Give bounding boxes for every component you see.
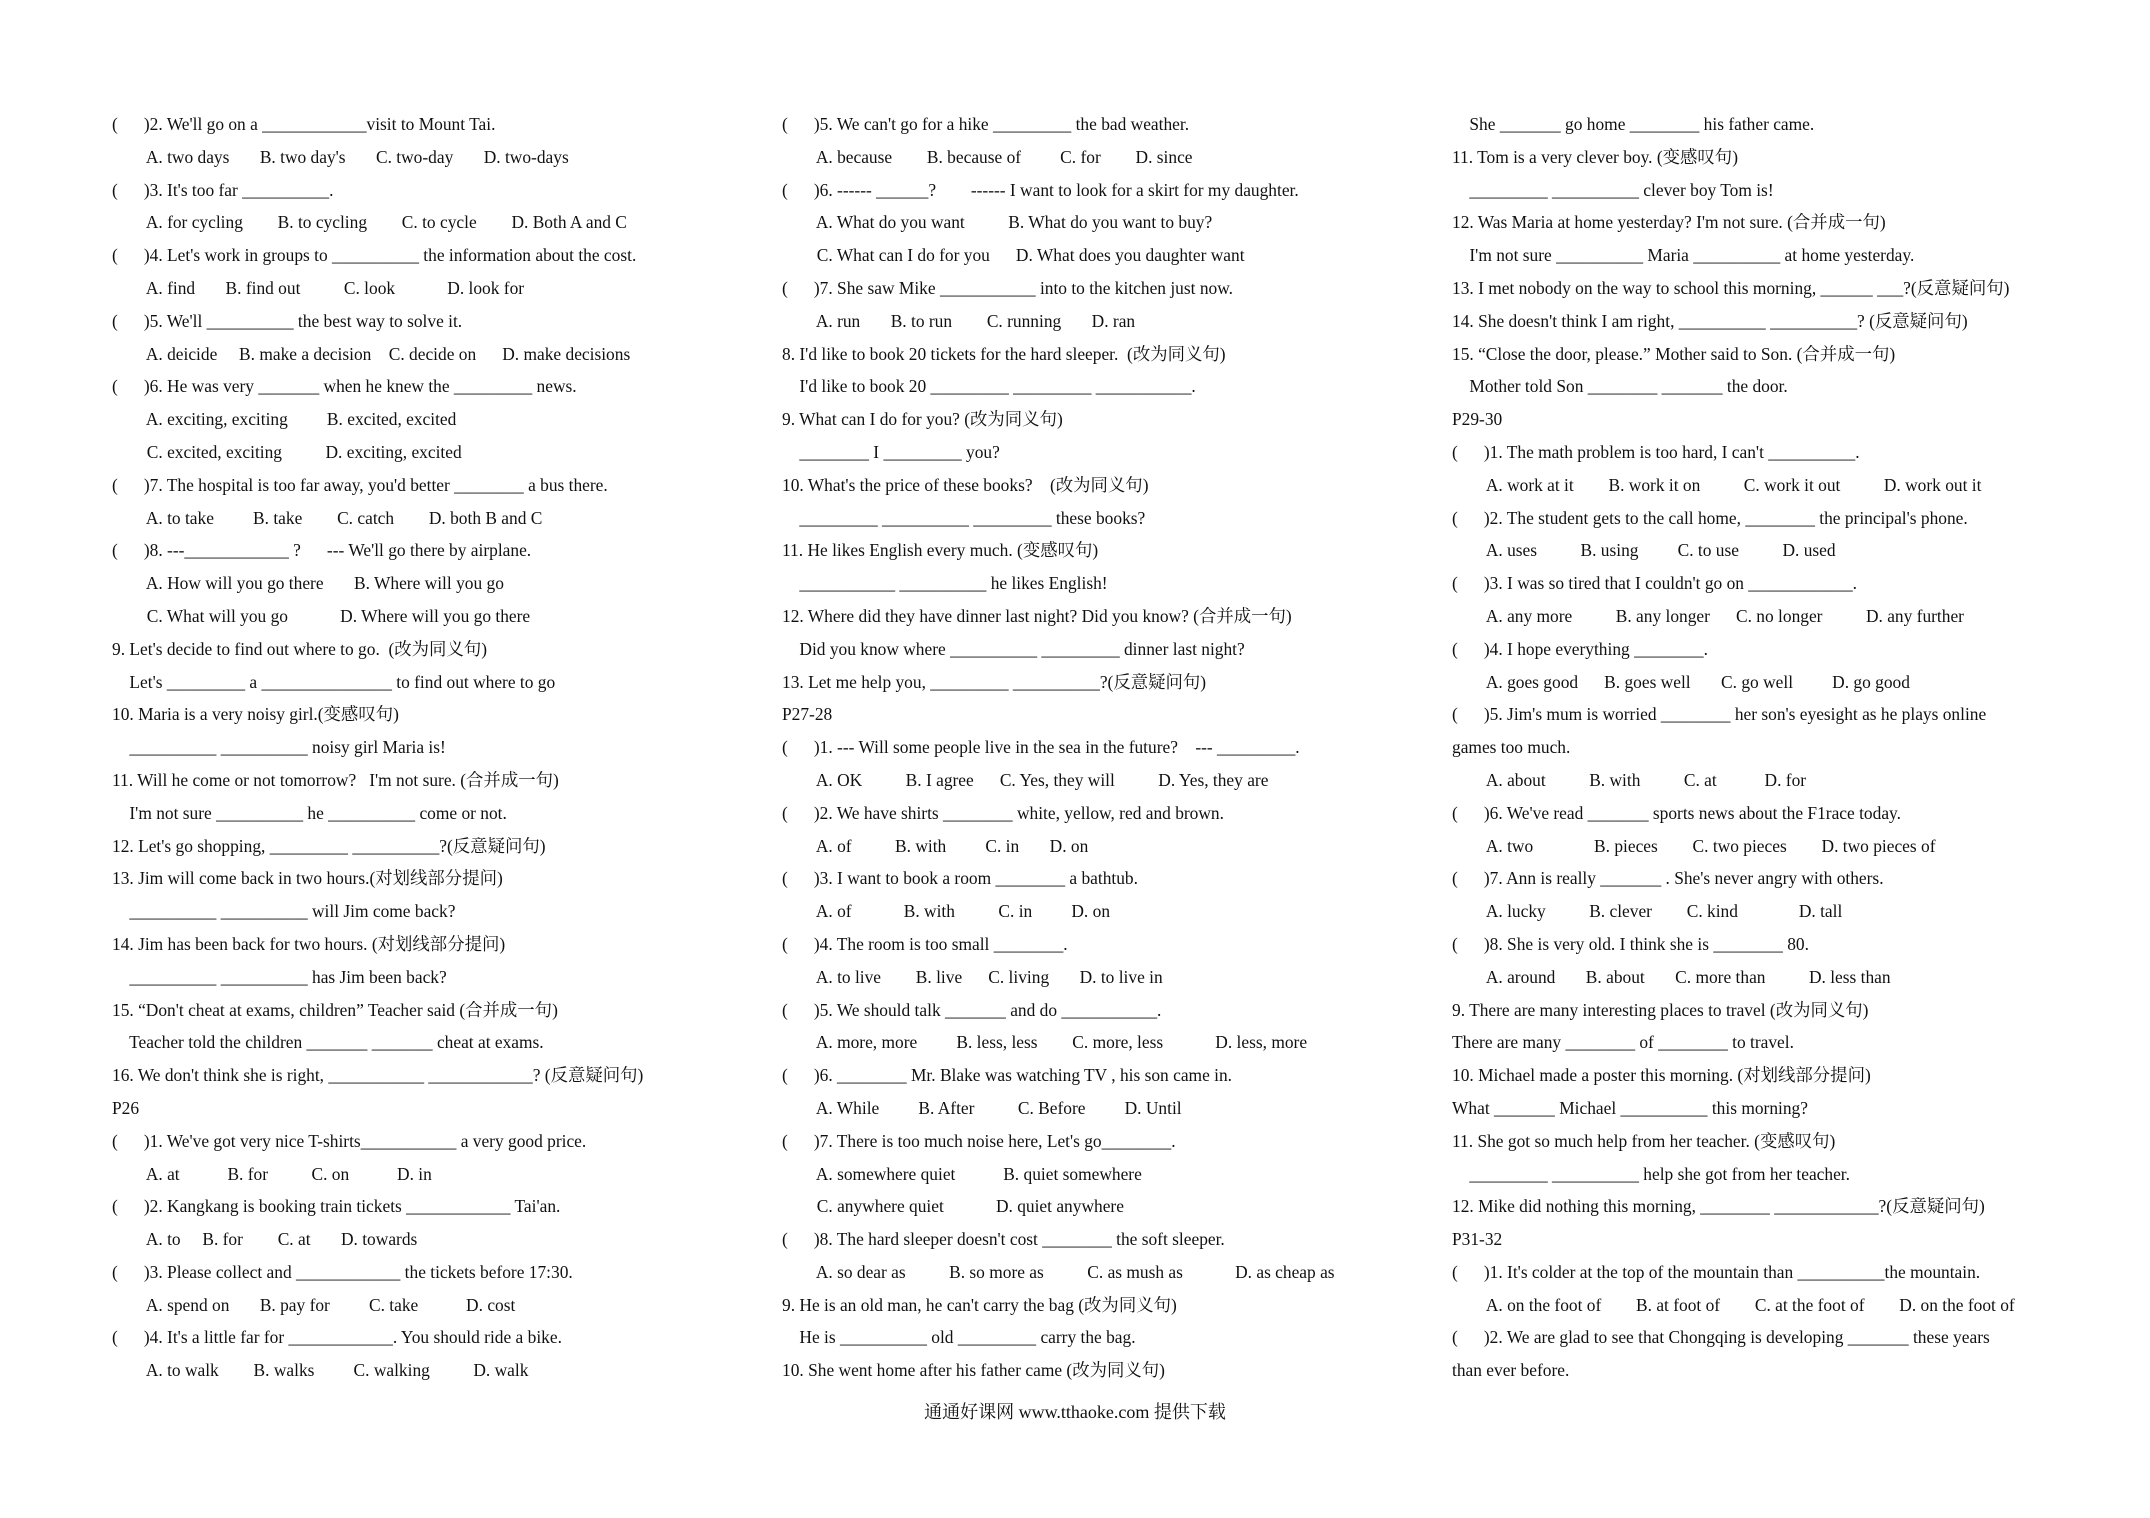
- text-line: ( )8. ---____________ ? --- We'll go there by airplane.: [112, 540, 532, 561]
- text-line: A. exciting, exciting B. excited, excited: [112, 409, 457, 430]
- text-line: Did you know where __________ _________ dinner last night?: [782, 638, 1245, 659]
- text-line: A. to B. for C. at D. towards: [112, 1229, 418, 1250]
- text-line: 10. She went home after his father came (改为同义句): [782, 1360, 1165, 1381]
- text-line: 11. Tom is a very clever boy. (变感叹句): [1452, 146, 1738, 167]
- text-line: A. because B. because of C. for D. since: [782, 146, 1193, 167]
- text-line: I'm not sure __________ Maria __________ at home yesterday.: [1452, 245, 1915, 266]
- text-line: A. of B. with C. in D. on: [782, 901, 1111, 922]
- text-line: A. to walk B. walks C. walking D. walk: [112, 1360, 529, 1381]
- text-line: _________ __________ _________ these books?: [782, 507, 1146, 528]
- text-line: than ever before.: [1452, 1360, 1570, 1381]
- text-line: 15. “Don't cheat at exams, children” Teacher said (合并成一句): [112, 999, 558, 1020]
- text-line: Teacher told the children _______ _______ cheat at exams.: [112, 1032, 544, 1053]
- text-line: 14. She doesn't think I am right, __________ __________? (反意疑问句): [1452, 310, 1968, 331]
- text-line: ( )2. We'll go on a ____________visit to Mount Tai.: [112, 114, 496, 134]
- text-line: ( )7. There is too much noise here, Let's go________.: [782, 1130, 1176, 1151]
- text-line: 11. She got so much help from her teacher. (变感叹句): [1452, 1130, 1836, 1151]
- text-line: A. uses B. using C. to use D. used: [1452, 540, 1836, 561]
- text-line: _________ __________ help she got from her teacher.: [1452, 1163, 1850, 1184]
- text-line: ( )6. ------ ______? ------ I want to look for a skirt for my daughter.: [782, 179, 1299, 200]
- text-line: A. somewhere quiet B. quiet somewhere: [782, 1163, 1142, 1184]
- text-line: 10. Maria is a very noisy girl.(变感叹句): [112, 704, 399, 725]
- text-line: Mother told Son ________ _______ the door.: [1452, 376, 1788, 397]
- text-line: 9. Let's decide to find out where to go. (改为同义句): [112, 638, 488, 659]
- text-line: ( )3. I want to book a room ________ a bathtub.: [782, 868, 1138, 889]
- text-line: 15. “Close the door, please.” Mother said to Son. (合并成一句): [1452, 343, 1896, 364]
- text-line: ( )1. It's colder at the top of the mountain than __________the mountain.: [1452, 1261, 1981, 1282]
- text-line: 8. I'd like to book 20 tickets for the hard sleeper. (改为同义句): [782, 343, 1226, 364]
- text-line: A. to live B. live C. living D. to live in: [782, 966, 1163, 987]
- text-line: A. two days B. two day's C. two-day D. two-days: [112, 146, 569, 167]
- text-line: A. at B. for C. on D. in: [112, 1163, 432, 1184]
- text-line: I'm not sure __________ he __________ come or not.: [112, 802, 507, 823]
- footer-watermark: 通通好课网 www.tthaoke.com 提供下载: [924, 1402, 1226, 1422]
- column-left: [112, 108, 732, 1387]
- text-line: A. find B. find out C. look D. look for: [112, 277, 525, 298]
- text-line: A. on the foot of B. at foot of C. at the foot of D. on the foot of: [1452, 1294, 2015, 1315]
- text-line: A. about B. with C. at D. for: [1452, 769, 1807, 790]
- text-line: P31-32: [1452, 1229, 1503, 1250]
- text-line: __________ __________ will Jim come back?: [112, 901, 456, 922]
- text-line: 9. What can I do for you? (改为同义句): [782, 409, 1063, 430]
- text-line: A. around B. about C. more than D. less than: [1452, 966, 1891, 987]
- text-line: 13. I met nobody on the way to school this morning, ______ ___?(反意疑问句): [1452, 277, 2010, 298]
- text-line: A. While B. After C. Before D. Until: [782, 1097, 1182, 1118]
- text-line: 13. Jim will come back in two hours.(对划线部分提问): [112, 868, 503, 889]
- text-line: A. spend on B. pay for C. take D. cost: [112, 1294, 516, 1315]
- text-line: ( )7. Ann is really _______ . She's never angry with others.: [1452, 868, 1884, 889]
- text-line: P26: [112, 1097, 140, 1118]
- text-line: 11. Will he come or not tomorrow? I'm not sure. (合并成一句): [112, 769, 559, 790]
- text-line: C. anywhere quiet D. quiet anywhere: [782, 1196, 1124, 1217]
- text-line: ( )2. The student gets to the call home, ________ the principal's phone.: [1452, 507, 1968, 528]
- text-line: ( )2. Kangkang is booking train tickets ____________ Tai'an.: [112, 1196, 561, 1217]
- text-line: 14. Jim has been back for two hours. (对划线部分提问): [112, 933, 506, 954]
- text-line: 11. He likes English every much. (变感叹句): [782, 540, 1099, 561]
- text-line: P29-30: [1452, 409, 1503, 430]
- text-line: P27-28: [782, 704, 833, 725]
- text-line: ( )1. We've got very nice T-shirts___________ a very good price.: [112, 1130, 587, 1151]
- text-line: ( )7. She saw Mike ___________ into to the kitchen just now.: [782, 277, 1233, 298]
- column-middle: [782, 108, 1402, 1387]
- text-line: ( )5. We'll __________ the best way to solve it.: [112, 310, 463, 331]
- text-line: 10. Michael made a poster this morning. (对划线部分提问): [1452, 1065, 1871, 1086]
- text-line: ( )6. We've read _______ sports news about the F1race today.: [1452, 802, 1901, 823]
- text-line: A. of B. with C. in D. on: [782, 835, 1089, 856]
- text-line: ( )1. The math problem is too hard, I can't __________.: [1452, 441, 1860, 462]
- text-line: ( )7. The hospital is too far away, you'd better ________ a bus there.: [112, 474, 608, 495]
- text-line: __________ __________ noisy girl Maria is!: [112, 737, 446, 758]
- text-line: A. What do you want B. What do you want to buy?: [782, 212, 1213, 233]
- text-line: ( )1. --- Will some people live in the sea in the future? --- _________.: [782, 737, 1300, 758]
- text-line: ( )4. The room is too small ________.: [782, 933, 1068, 954]
- text-line: 12. Was Maria at home yesterday? I'm not sure. (合并成一句): [1452, 212, 1886, 233]
- text-line: A. run B. to run C. running D. ran: [782, 310, 1136, 331]
- text-line: ( )6. ________ Mr. Blake was watching TV , his son came in.: [782, 1065, 1233, 1086]
- text-line: ( )3. I was so tired that I couldn't go on ____________.: [1452, 573, 1857, 594]
- text-line: A. to take B. take C. catch D. both B and C: [112, 507, 543, 528]
- text-line: ( )5. We should talk _______ and do ___________.: [782, 999, 1162, 1020]
- text-line: ( )8. She is very old. I think she is ________ 80.: [1452, 933, 1809, 954]
- text-line: ( )5. Jim's mum is worried ________ her son's eyesight as he plays online: [1452, 704, 1987, 725]
- text-line: 10. What's the price of these books? (改为同义句): [782, 474, 1149, 495]
- text-line: ( )4. I hope everything ________.: [1452, 638, 1708, 659]
- text-line: 12. Let's go shopping, _________ __________?(反意疑问句): [112, 835, 546, 856]
- text-line: ( )2. We are glad to see that Chongqing is developing _______ these years: [1452, 1327, 1990, 1348]
- text-line: A. OK B. I agree C. Yes, they will D. Yes, they are: [782, 769, 1269, 790]
- text-line: A. any more B. any longer C. no longer D. any further: [1452, 605, 1964, 626]
- text-line: ( )4. Let's work in groups to __________ the information about the cost.: [112, 245, 637, 266]
- text-line: She _______ go home ________ his father came.: [1452, 114, 1815, 134]
- text-line: A. more, more B. less, less C. more, less D. less, more: [782, 1032, 1308, 1053]
- text-line: A. for cycling B. to cycling C. to cycle D. Both A and C: [112, 212, 627, 233]
- text-line: games too much.: [1452, 737, 1571, 758]
- text-line: He is __________ old _________ carry the bag.: [782, 1327, 1136, 1348]
- text-line: __________ __________ has Jim been back?: [112, 966, 447, 987]
- text-line: ________ I _________ you?: [782, 441, 1000, 462]
- text-line: What _______ Michael __________ this morning?: [1452, 1097, 1808, 1118]
- text-line: A. so dear as B. so more as C. as mush as D. as cheap as: [782, 1261, 1335, 1282]
- text-line: I'd like to book 20 _________ _________ ___________.: [782, 376, 1196, 397]
- text-line: ( )5. We can't go for a hike _________ the bad weather.: [782, 114, 1190, 134]
- text-line: ( )3. It's too far __________.: [112, 179, 334, 200]
- text-line: C. What will you go D. Where will you go there: [112, 605, 531, 626]
- text-line: 12. Where did they have dinner last night? Did you know? (合并成一句): [782, 605, 1292, 626]
- text-line: 16. We don't think she is right, ___________ ____________? (反意疑问句): [112, 1065, 644, 1086]
- text-line: A. goes good B. goes well C. go well D. go good: [1452, 671, 1910, 692]
- text-line: ___________ __________ he likes English!: [782, 573, 1108, 594]
- text-line: ( )2. We have shirts ________ white, yellow, red and brown.: [782, 802, 1224, 823]
- text-line: There are many ________ of ________ to travel.: [1452, 1032, 1794, 1053]
- text-line: ( )4. It's a little far for ____________. You should ride a bike.: [112, 1327, 562, 1348]
- column-right: [1452, 108, 2052, 1387]
- text-line: 12. Mike did nothing this morning, ________ ____________?(反意疑问句): [1452, 1196, 1985, 1217]
- text-line: ( )6. He was very _______ when he knew the _________ news.: [112, 376, 577, 397]
- text-line: A. work at it B. work it on C. work it out D. work out it: [1452, 474, 1982, 495]
- text-line: ( )8. The hard sleeper doesn't cost ________ the soft sleeper.: [782, 1229, 1225, 1250]
- text-line: Let's _________ a _______________ to find out where to go: [112, 671, 556, 692]
- text-line: A. two B. pieces C. two pieces D. two pieces of: [1452, 835, 1936, 856]
- text-line: 13. Let me help you, _________ __________?(反意疑问句): [782, 671, 1207, 692]
- text-line: A. lucky B. clever C. kind D. tall: [1452, 901, 1843, 922]
- text-line: 9. He is an old man, he can't carry the bag (改为同义句): [782, 1294, 1177, 1315]
- text-line: ( )3. Please collect and ____________ the tickets before 17:30.: [112, 1261, 573, 1282]
- text-line: C. excited, exciting D. exciting, excited: [112, 441, 462, 462]
- text-line: A. deicide B. make a decision C. decide on D. make decisions: [112, 343, 631, 364]
- text-line: A. How will you go there B. Where will you go: [112, 573, 504, 594]
- text-line: C. What can I do for you D. What does you daughter want: [782, 245, 1245, 266]
- text-line: 9. There are many interesting places to travel (改为同义句): [1452, 999, 1869, 1020]
- text-line: _________ __________ clever boy Tom is!: [1452, 179, 1774, 200]
